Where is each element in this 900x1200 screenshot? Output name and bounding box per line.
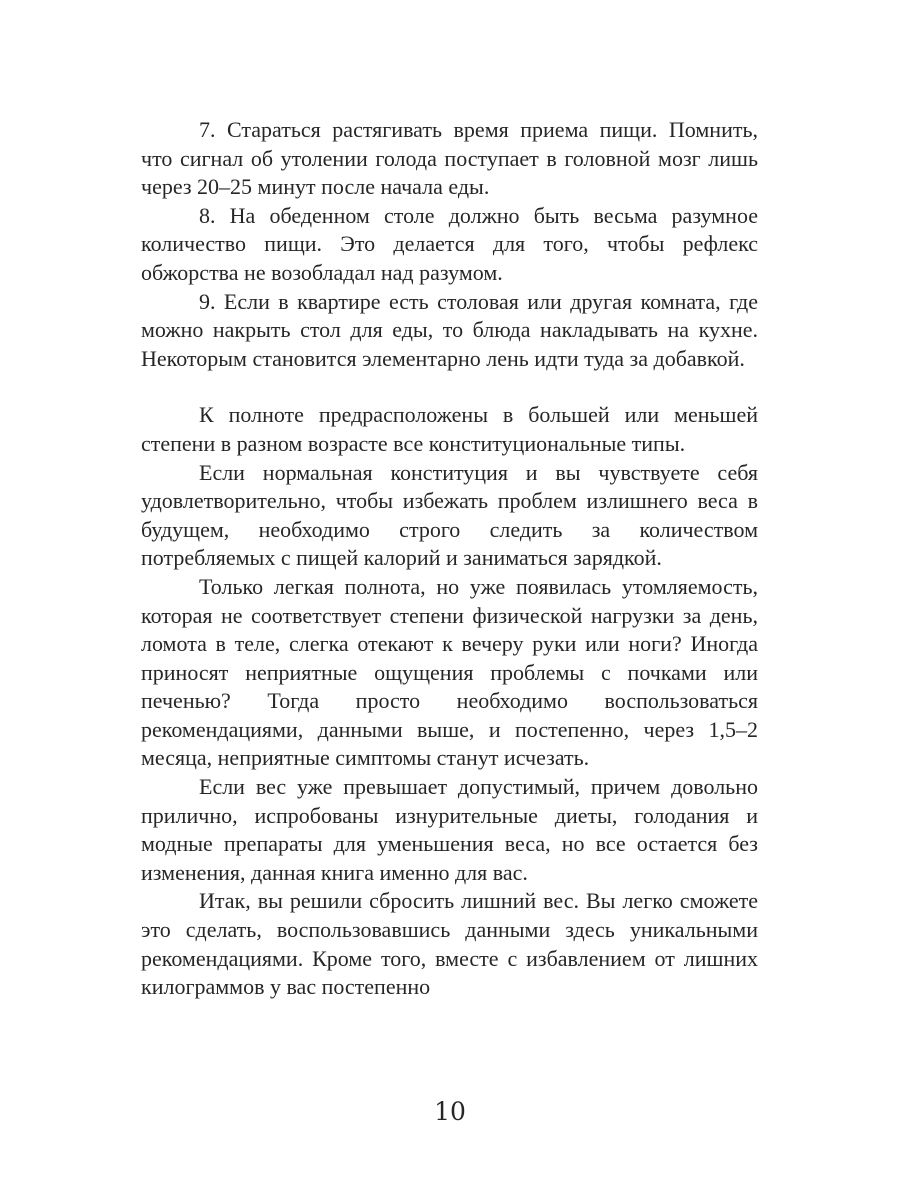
paragraph-item-9: 9. Если в квартире есть столовая или другая комната, где можно накрыть стол для еды, то блюда накладывать на кухне. Некоторым становится элементарно лень идти туда за добавкой. — [141, 288, 758, 371]
paragraph-item-7: 7. Стараться растягивать время приема пищи. Помнить, что сигнал об утолении голода поступает в головной мозг лишь через 20–25 минут после начала еды. — [141, 117, 758, 200]
paragraph-normal-constitution: Если нормальная конституция и вы чувствуете себя удовлетворительно, чтобы избежать проблем излишнего веса в будущем, необходимо строго следить за количеством потребляемых с пищей калорий и заниматься зарядкой. — [141, 459, 758, 571]
page-body-text — [141, 116, 758, 1002]
paragraph-item-8: 8. На обеденном столе должно быть весьма разумное количество пищи. Это делается для того, чтобы рефлекс обжорства не возобладал над разумом. — [141, 202, 758, 285]
paragraph-light-fullness: Только легкая полнота, но уже появилась утомляемость, которая не соответствует степени физической нагрузки за день, ломота в теле, слегка отекают к вечеру руки или ноги? Иногда приносят неприятные ощущения проблемы с почками или печенью? Тогда просто необходимо воспользоваться рекомендациями, данными выше, и постепенно, через 1,5–2 месяца, неприятные симптомы станут исчезать. — [141, 573, 758, 771]
paragraph-decision: Итак, вы решили сбросить лишний вес. Вы легко сможете это сделать, воспользовавшись данными здесь уникальными рекомендациями. Кроме того, вместе с избавлением от лишних килограммов у вас постепенно — [141, 888, 758, 1000]
page-number: 10 — [434, 1097, 466, 1126]
paragraph-constitution-types: К полноте предрасположены в большей или меньшей степени в разном возрасте все конституциональные типы. — [141, 402, 758, 456]
paragraph-weight-exceeds: Если вес уже превышает допустимый, причем довольно прилично, испробованы изнурительные диеты, голодания и модные препараты для уменьшения веса, но все остается без изменения, данная книга именно для вас. — [141, 774, 758, 885]
